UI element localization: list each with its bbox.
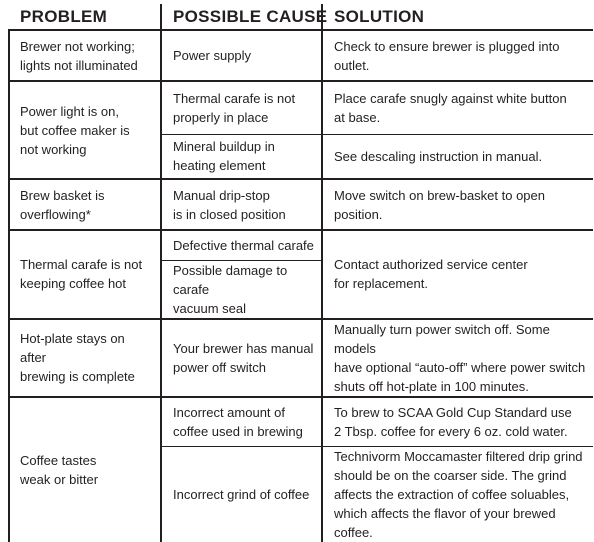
cause-cell: Possible damage to carafe vacuum seal	[161, 260, 322, 319]
table-row	[9, 81, 593, 134]
problem-cell: Brewer not working; lights not illuminated	[9, 30, 161, 81]
problem-cell: Brew basket is overflowing*	[9, 179, 161, 230]
header-problem: PROBLEM	[9, 4, 161, 30]
cause-cell: Your brewer has manual power off switch	[161, 319, 322, 397]
problem-cell: Thermal carafe is not keeping coffee hot	[9, 230, 161, 319]
header-row	[9, 4, 593, 30]
table-row	[9, 30, 593, 81]
solution-cell: To brew to SCAA Gold Cup Standard use 2 Tbsp. coffee for every 6 oz. cold water.	[322, 397, 593, 447]
table-row	[9, 397, 593, 447]
troubleshooting-table	[8, 4, 593, 542]
solution-cell: Manually turn power switch off. Some models have optional “auto-off” where power switch shuts off hot-plate in 100 minutes.	[322, 319, 593, 397]
problem-cell: Power light is on, but coffee maker is not working	[9, 81, 161, 179]
cause-cell: Mineral buildup in heating element	[161, 134, 322, 179]
cause-cell: Manual drip-stop is in closed position	[161, 179, 322, 230]
table-row	[9, 319, 593, 397]
problem-cell: Hot-plate stays on after brewing is complete	[9, 319, 161, 397]
table-row	[9, 179, 593, 230]
header-solution: SOLUTION	[322, 4, 593, 30]
cause-cell: Incorrect amount of coffee used in brewing	[161, 397, 322, 447]
problem-cell: Coffee tastes weak or bitter	[9, 397, 161, 542]
cause-cell: Power supply	[161, 30, 322, 81]
cause-cell: Defective thermal carafe	[161, 230, 322, 260]
table-row	[9, 230, 593, 260]
header-possible-cause: POSSIBLE CAUSE	[161, 4, 322, 30]
cause-cell: Thermal carafe is not properly in place	[161, 81, 322, 134]
solution-cell: Contact authorized service center for replacement.	[322, 230, 593, 319]
solution-cell: Technivorm Moccamaster filtered drip grind should be on the coarser side. The grind affects the extraction of coffee soluables, which affects the flavor of your brewed coffee.	[322, 447, 593, 542]
cause-cell: Incorrect grind of coffee	[161, 447, 322, 542]
solution-cell: See descaling instruction in manual.	[322, 134, 593, 179]
solution-cell: Move switch on brew-basket to open position.	[322, 179, 593, 230]
solution-cell: Place carafe snugly against white button at base.	[322, 81, 593, 134]
solution-cell: Check to ensure brewer is plugged into outlet.	[322, 30, 593, 81]
